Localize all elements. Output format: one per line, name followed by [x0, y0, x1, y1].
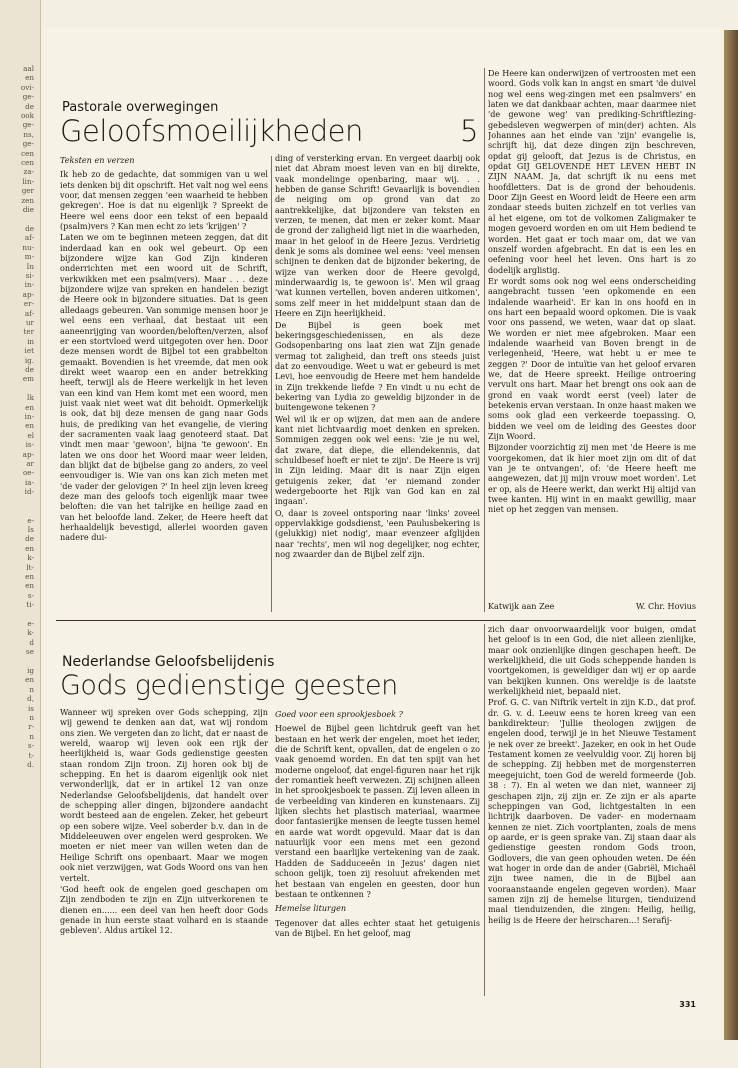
margin-fragment: ia- — [24, 477, 34, 487]
article2-title: Gods gedienstige geesten — [60, 670, 398, 701]
margin-fragment: ig. — [24, 355, 34, 365]
margin-fragment: si- — [25, 270, 34, 280]
margin-fragment: en — [25, 402, 34, 412]
paragraph: Ik heb zo de gedachte, dat sommigen van u wel iets denken bij dit opschrift. Het valt nog wel eens voor, dat mensen zeggen 'een waarheid te hebben gekregen'. Hoe is dat nu eigenlijk ? Spreekt de Heere wel eens door een tekst of een bepaald (psalm)vers ? Kan men echt zo iets 'krijgen' ? — [60, 169, 268, 232]
article1-column-3 — [488, 68, 696, 600]
paragraph: Wel wil ik er op wijzen, dat men aan de andere kant niet lichtvaardig moet denken en spreken. Sommigen zeggen ook wel eens: 'zie je nu wel, dat zware, dat diepe, die ellendekennis, dat schuldbesef hoeft er niet te zijn'. De Heere is vrij in Zijn leiding. Maar dit is naar Zijn eigen getuigenis zeker, dat 'er niemand zonder wedergeboorte het Rijk van God kan en zal ingaan'. — [275, 413, 480, 507]
margin-fragment: k- — [27, 553, 34, 563]
margin-fragment: s- — [27, 590, 34, 600]
margin-fragment: ap- — [22, 449, 34, 459]
article2-subhead: Goed voor een sprookjesboek ? — [275, 709, 403, 719]
margin-fragment: ge- — [22, 139, 34, 149]
margin-fragment: is- — [25, 440, 34, 450]
paragraph: Laten we om te beginnen meteen zeggen, dat dit inderdaad kan en ook wel gebeurt. Op een bijzondere wijze kan God Zijn kinderen onderrichten met een woord uit de Schrift, verkwikken met een psalm(vers). Maar . . . deze bijzondere wijze van spreken en handelen bezigt de Heere ook in bijzondere situaties. Dat is geen alledaags gebeuren. Van sommige mensen hoor je wel eens een verhaal, dat bestaat uit een aaneenrijging van woorden/beloften/verzen, alsof er een stortvloed werd uitgegoten over hen. Door deze mensen wordt de Bijbel tot een grabbelton gemaakt. Bovendien is het vreemde, dat men ook direkt weet waarop een en ander betrekking heeft, terwijl als de Heere werkelijk in het leven van een kind van Hem komt met een woord, men juist vaak niet weet wat dit behoidt. Opmerkelijk is ook, dat bij deze mensen de gang naar Gods huis, de prediking van het evangelie, de viering der sacramenten vaak laag genoteerd staat. Dat vindt men maar 'gewoon', bijna 'te gewoon'. En laten we ons door het Woord maar weer leiden, dan blijkt dat de bijbelse gang zo anders, zo veel eenvoudiger is. Wie van ons kan zich meten met 'de vader der gelovigen ?' In heel zijn leven kreeg deze man des geloofs toch eigenlijk maar twee beloften: die van het talrijke en heilige zaad en van het beloofde land. Zeker, de Heere heeft dat herhaaldelijk bevestigd, allerlei woorden gaven nadere dui- — [60, 232, 268, 543]
margin-fragment: ig — [27, 666, 34, 675]
article1-number: 5 — [460, 114, 478, 148]
adjacent-page-fragments — [0, 64, 38, 769]
margin-fragment: em — [22, 374, 34, 384]
margin-fragment — [0, 384, 38, 393]
article2-column-1 — [60, 707, 268, 997]
paragraph: ding of versterking ervan. En vergeet daarbij ook niet dat Abram moest leven van en bij direkte, vaak mondelinge openbaring, maar wij. . . hebben de ganse Schrift! Gevaarlijk is bovendien de neiging om op grond van dat zo aantrekkelijke, dat bijzondere van teksten en verzen, te menen, dat men er zeker komt. Maar de grond der zaligheid ligt niet in die waarheden, maar in het geloof in de Heere Jezus. Verdrietig denk je soms als dominee wel eens: 'veel mensen schijnen te denken dat de bijzonder bekering, de wijze van werken door de Heere gevolgd, minderwaardig is, te gewoon is'. Men wil graag 'wat kunnen vertellen, boven anderen uitkomen', soms zelf meer in het middelpunt staan dan de Heere en Zijn heerlijkheid. — [275, 153, 480, 319]
margin-fragment: el — [27, 430, 34, 440]
margin-fragment: ovi- — [20, 82, 34, 92]
margin-fragment: cen — [21, 148, 34, 158]
margin-fragment: ti- — [26, 600, 34, 610]
margin-fragment: r- — [28, 722, 34, 732]
margin-fragment: er- — [23, 299, 34, 309]
margin-fragment: Is — [27, 524, 34, 534]
margin-fragment: d. — [27, 760, 34, 770]
article2-kicker: Nederlandse Geloofsbelijdenis — [62, 654, 275, 670]
margin-fragment: Ik — [26, 393, 34, 403]
margin-fragment: in- — [24, 280, 34, 290]
margin-fragment: ur — [25, 317, 34, 327]
margin-fragment: en — [25, 73, 34, 83]
margin-fragment: en — [25, 543, 34, 553]
margin-fragment: ook — [20, 111, 34, 121]
margin-fragment: iet — [24, 346, 34, 356]
margin-fragment: k- — [27, 628, 34, 638]
paragraph: 'God heeft ook de engelen goed geschapen om Zijn zendboden te zijn en Zijn uitverkorenen te dienen en...... een deel van hen heeft door Gods genade in hun eerste staat volhard en is staande gebleven'. Aldus artikel 12. — [60, 883, 268, 936]
margin-fragment — [0, 610, 38, 619]
margin-fragment: zen — [21, 195, 34, 205]
margin-fragment: ar — [26, 459, 34, 469]
paragraph: Bijzonder voorzichtig zij men met 'de Heere is me voorgekomen, dat ik hier moet zijn om dit of dat van je te ontvangen', of: 'de Heere heeft me aangewezen, dat jij mijn vrouw moet worden'. Let er op, als de Heere werkt, dan werkt Hij altijd van twee kanten. Hij wint in en maakt gewillig, maar niet op het zeggen van mensen. — [488, 442, 696, 515]
margin-fragment: n — [29, 684, 34, 694]
margin-fragment: za- — [23, 167, 34, 177]
margin-fragment: ns, — [23, 129, 34, 139]
margin-fragment: d — [29, 637, 34, 647]
article1-column-2 — [275, 153, 480, 613]
article-divider — [56, 620, 696, 621]
paragraph: Hoewel de Bijbel geen lichtdruk geeft van het bestaan en het werk der engelen, moet het ieder, die de Schrift kent, opvallen, dat de engelen o zo vaak genoemd worden. En dat ten spijt van het moderne ongeloof, dat engel-figuren naar het rijk der romantiek heeft verwezen. Zij schijnen alleen in het sprookjesboek te passen. Zij leven alleen in de verbeelding van kinderen en kunstenaars. Zij lijken slechts het plastisch materiaal, waarmee door fantasierijke mensen de leegte tussen hemel en aarde wat wordt opgevuld. Maar dat is dan natuurlijk voor een mens met een gezond verstand een baarlijke vertekening van de zaak. Hadden de Sadduceeën in Jezus' dagen niet schoon gelijk, toen zij resoluut afrekenden met het bestaan van engelen en geesten, door hun bestaan te ontkennen ? — [275, 723, 480, 899]
paragraph: Tegenover dat alles echter staat het getuigenis van de Bijbel. En het geloof, mag — [275, 917, 480, 938]
margin-fragment: e- — [27, 515, 34, 525]
article1-place: Katwijk aan Zee — [488, 601, 555, 611]
book-spine — [724, 30, 738, 1040]
article1-subhead: Teksten en verzen — [60, 155, 135, 165]
margin-fragment: ter — [23, 327, 34, 337]
margin-fragment: ge- — [22, 120, 34, 130]
margin-fragment: is — [28, 703, 34, 713]
margin-fragment: en — [25, 421, 34, 431]
margin-fragment: en — [25, 675, 34, 685]
margin-fragment: in — [27, 336, 34, 346]
margin-fragment: die — [22, 205, 34, 215]
paragraph: zich daar onvoorwaardelijk voor buigen, omdat het geloof is in een God, die niet alleen zienlijke, maar ook onzienlijke dingen geschapen heeft. De werkelijkheid, die uit Gods scheppende handen is voortgekomen, is geweldiger dan wij er op aarde van bekijken kunnen. Ons wereldje is de laatste werkelijkheid niet, bepaald niet. — [488, 624, 696, 697]
margin-fragment: m- — [24, 252, 34, 262]
margin-fragment: de — [25, 534, 34, 544]
column-rule — [484, 624, 485, 996]
paragraph: Prof. G. C. van Niftrik vertelt in zijn K.D., dat prof. dr. G. v. d. Leeuw eens te horen kreeg van een bankdirekteur: 'Jullie theologen zwijgen de engelen dood, terwijl je in het Nieuwe Testament je nek over ze breekt'. Jazeker, en ook in het Oude Testament komen ze veelvuldig voor. Zij horen bij de schepping. Zij hebben met de morgensterren meegejuicht, toen God de wereld formeerde (Job. 38 : 7). En al weten we dan niet, wanneer zij geschapen zijn, zij zijn er. Ze zijn er als aparte scheppingen van God, lichtgestalten in een lichtrijk daarboven. De vader- en modernaam kennen ze niet. Zich voortplanten, zoals de mens op aarde, er is geen sprake van. Zij staan daar als gedienstige geesten rondom Gods troon, Godlovers, die van geen ophouden weten. De één wat hoger in orde dan de ander (Gabriël, Michaël zijn twee namen, die in de Bijbel aan vooraanstaande engelen gegeven worden). Maar samen zijn zij de hemelse liturgen, tienduizend maal tienduizenden, die zingen: Heilig, heilig, heilig is de Heere der heirscharen...! Serafij- — [488, 697, 696, 925]
margin-fragment — [0, 506, 38, 515]
margin-fragment: t- — [28, 750, 34, 760]
margin-fragment: s- — [27, 741, 34, 751]
margin-fragment: af- — [24, 308, 34, 318]
article2-subhead-2: Hemelse liturgen — [275, 903, 347, 914]
margin-fragment: e- — [27, 618, 34, 628]
margin-fragment: n — [29, 713, 34, 723]
page-number: 331 — [679, 1000, 696, 1009]
margin-fragment: cen — [21, 158, 34, 168]
margin-fragment — [0, 497, 38, 506]
margin-fragment: nu- — [22, 242, 34, 252]
margin-fragment: in- — [24, 412, 34, 422]
paragraph: Er wordt soms ook nog wel eens onderscheiding aangebracht tussen 'een opkomende en een indalende waarheid'. Er kan in ons hoofd en in ons hart een bepaald woord opkomen. Die is vaak voor ons passend, we weten, waar dat op slaat. We worden er niet mee afgebroken. Maar een indalende waarheid van Boven brengt in de verlegenheid, 'Heere, wat hebt u er mee te zeggen ?' Door de intuïtie van het geloof ervaren we, dat de Heere spreekt. Heilige ontroering vervult ons hart. Maar het brengt ons ook aan de grond en vaak wordt eerst (veel) later de betekenis ervan verstaan. In onze haast maken we soms ook glad een verkeerde toepassing. O, bidden we veel om de leiding des Geestes door Zijn Woord. — [488, 275, 696, 442]
column-rule — [484, 68, 485, 612]
binding-margin — [0, 0, 41, 1068]
margin-fragment: ge- — [22, 92, 34, 102]
margin-fragment: de — [25, 365, 34, 374]
margin-fragment: en — [25, 581, 34, 591]
paragraph: De Bijbel is geen boek met bekeringsgeschiedenissen, en als deze Godsopenbaring ons laat zien wat Zijn genade vermag tot zaligheid, dan treft ons steeds juist dat zo eenvoudige. Weet u wat er gebeurd is met Levi, hoe eenvoudig de Heere met hem handelde in Zijn trekkende liefde ? En vindt u nu echt de bekering van Lydia zo geweldig bijzonder in de buitengewone tekenen ? — [275, 319, 480, 413]
margin-fragment: d, — [27, 694, 34, 704]
margin-fragment — [0, 215, 38, 224]
column-rule — [271, 156, 272, 612]
article1-title: Geloofsmoeilijkheden — [60, 114, 363, 148]
margin-fragment: se — [26, 647, 34, 657]
article2-column-3 — [488, 624, 696, 998]
margin-fragment: ger — [21, 186, 34, 196]
margin-fragment: de — [25, 223, 34, 233]
margin-fragment: aal — [23, 64, 34, 73]
article1-author: W. Chr. Hovius — [635, 601, 696, 611]
article1-kicker: Pastorale overwegingen — [62, 100, 219, 115]
margin-fragment: de — [25, 101, 34, 111]
margin-fragment: oe- — [22, 468, 34, 478]
paragraph: Wanneer wij spreken over Gods schepping, zijn wij gewend te denken aan dat, wat wij rondom ons zien. We vergeten dan zo licht, dat er naast de wereld, waarop wij leven ook een rijk der heerlijkheid is, waar Gods gedienstige geesten staan rondom Zijn troon. Zij horen ook bij de schepping. En het is daarom eigenlijk ook niet verwonderlijk, dat er in artikel 12 van onze Nederlandse Geloofsbelijdenis, dat handelt over de schepping aller dingen, bijzondere aandacht wordt besteed aan de engelen. Zeker, het gebeurt op een sobere wijze. Veel soberder b.v. dan in de Middeleeuwen over engelen werd gesproken. We moeten er niet meer van willen weten dan de Heilige Schrift ons openbaart. Maar we mogen ook niet verzwijgen, wat Gods Woord ons van hen vertelt. — [60, 707, 268, 883]
margin-fragment: lt- — [26, 562, 34, 572]
margin-fragment: id- — [24, 487, 34, 497]
margin-fragment: af- — [24, 233, 34, 243]
margin-fragment — [0, 657, 38, 666]
margin-fragment: ap- — [22, 289, 34, 299]
margin-fragment: n — [29, 731, 34, 741]
paragraph: De Heere kan onderwijzen of vertroosten met een woord. Gods volk kan in angst en smart 'de duivel nog wel eens weg-zingen met een psalmvers' en laten we dat dankbaar achten, maar daarmee niet 'de gewone weg' van prediking-Schriftlezing-gebedsleven wegwerpen of min(der) achten. Als Johannes aan het einde van 'zijn' evangelie is, schrijft hij, dat deze dingen zijn beschreven, opdat gij gelooft, dat Jezus is de Christus, en opdat GIJ GELOVENDE HET LEVEN HEBT IN ZIJN NAAM. Ja, dat schrijft ik nu eens met hoofdletters. Dat is de grond der behoudenis. Door Zijn Geest en Woord leidt de Heere een arm zondaar steeds buiten zichzelf en tot verlies van al het eigene, om tot de volkomen Zaligmaker te mogen gevoerd worden en om uit Hem bediend te worden. Het gaat er toch maar om, dat we van onszelf worden afgebracht. En dat is een les en oefening voor heel het leven. Ons hart is zo dodelijk arglistig. — [488, 68, 696, 275]
paragraph: O, daar is zoveel ontsporing naar 'links' zoveel oppervlakkige godsdienst, 'een Paulusbekering is (gelukkig) niet nodig', maar evenzeer afglijden naar 'rechts', men wil nog degelijker, nog echter, nog zwaarder dan de Bijbel zelf zijn. — [275, 507, 480, 560]
margin-fragment: en — [25, 571, 34, 581]
article1-column-1 — [60, 153, 268, 611]
margin-fragment: lin- — [22, 176, 34, 186]
article2-column-2 — [275, 707, 480, 997]
margin-fragment: In — [26, 261, 34, 271]
